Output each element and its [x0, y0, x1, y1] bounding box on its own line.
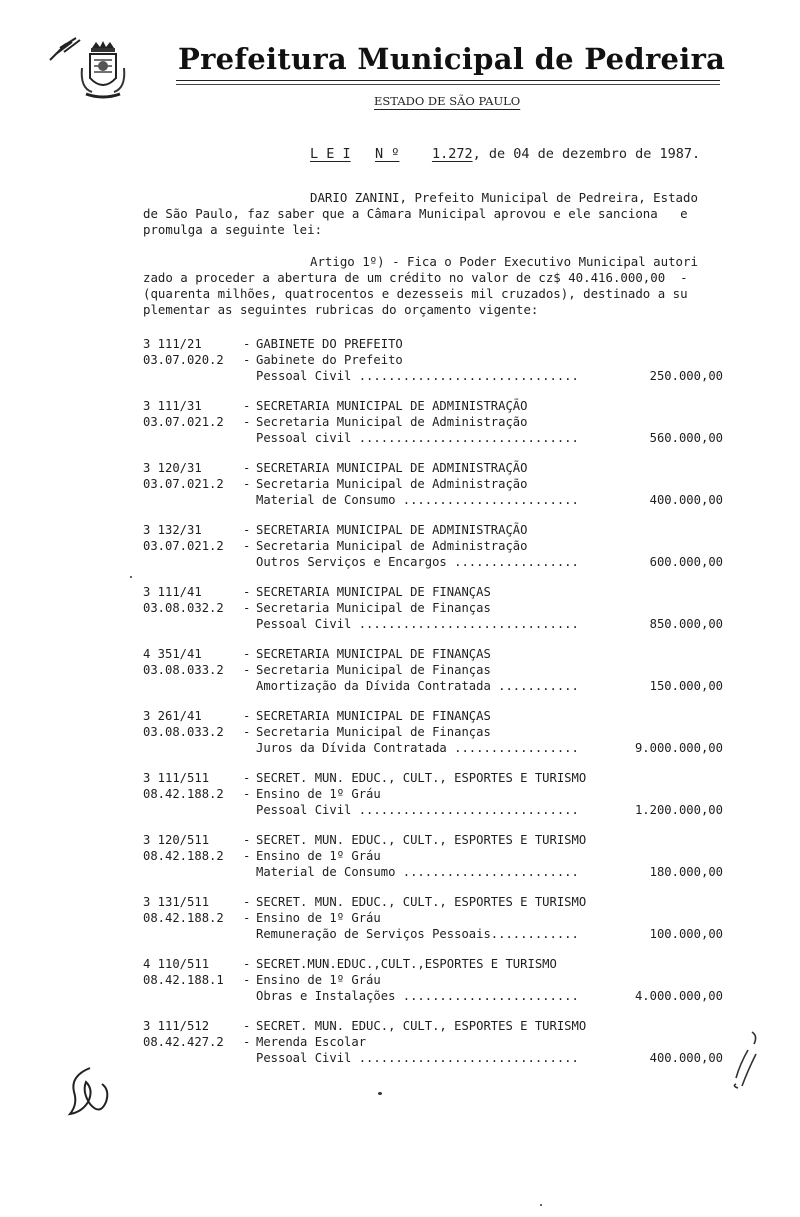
entry-code: 3 111/31: [143, 399, 202, 413]
entry-code: 4 110/511: [143, 957, 210, 971]
entry-code: 3 120/31: [143, 461, 202, 475]
mayor-name: DARIO ZANINI: [310, 190, 400, 205]
entry-unit: Secretaria Municipal de Finanças: [256, 663, 491, 677]
budget-entry: 3 111/512 - SECRET. MUN. EDUC., CULT., ESPORTES E TURISMO 08.42.427.2 - Merenda Escolar Pessoal Civil .............................. 400.000,00: [143, 1019, 723, 1065]
entry-code: 3 111/41: [143, 585, 202, 599]
law-number: 1.272: [431, 146, 473, 162]
entry-item: Material de Consumo ........................: [256, 493, 579, 507]
entry-department: SECRET. MUN. EDUC., CULT., ESPORTES E TURISMO: [256, 1019, 587, 1033]
entry-item: Outros Serviços e Encargos .................: [256, 555, 579, 569]
entry-item: Pessoal Civil ..............................: [256, 617, 579, 631]
entry-department: SECRET.MUN.EDUC.,CULT.,ESPORTES E TURISMO: [256, 957, 557, 971]
header-rule-thin: [176, 84, 720, 85]
entry-code: 4 351/41: [143, 647, 202, 661]
law-number-label: N º: [375, 146, 400, 162]
entry-program-code: 03.07.021.2: [143, 539, 224, 553]
entry-unit: Secretaria Municipal de Finanças: [256, 601, 491, 615]
entry-amount: 4.000.000,00: [634, 989, 723, 1003]
entry-department: SECRETARIA MUNICIPAL DE ADMINISTRAÇÃO: [256, 523, 528, 537]
budget-entry: 3 131/511 - SECRET. MUN. EDUC., CULT., ESPORTES E TURISMO 08.42.188.2 - Ensino de 1º Gráu Remuneração de Serviços Pessoais............ 100.000,00: [143, 895, 723, 941]
entry-unit: Secretaria Municipal de Administração: [256, 415, 528, 429]
header-rule: [176, 80, 720, 81]
entry-program-code: 08.42.427.2: [143, 1035, 224, 1049]
entry-amount: 150.000,00: [649, 679, 723, 693]
entry-program-code: 08.42.188.2: [143, 849, 224, 863]
entry-department: SECRETARIA MUNICIPAL DE ADMINISTRAÇÃO: [256, 399, 528, 413]
budget-entry: 3 120/511 - SECRET. MUN. EDUC., CULT., ESPORTES E TURISMO 08.42.188.2 - Ensino de 1º Gráu Material de Consumo ........................ 180.000,00: [143, 833, 723, 879]
budget-entry: 3 111/21 - GABINETE DO PREFEITO 03.07.020.2 - Gabinete do Prefeito Pessoal Civil .............................. 250.000,00: [143, 337, 723, 383]
handwritten-mark-icon: [46, 34, 86, 64]
budget-entry: 4 110/511 - SECRET.MUN.EDUC.,CULT.,ESPORTES E TURISMO 08.42.188.1 - Ensino de 1º Gráu Obras e Instalações ........................ 4.000.000,00: [143, 957, 723, 1003]
scan-speck: [130, 576, 132, 578]
entry-program-code: 08.42.188.2: [143, 911, 224, 925]
entry-amount: 1.200.000,00: [634, 803, 723, 817]
entry-amount: 400.000,00: [649, 1051, 723, 1065]
entry-department: SECRET. MUN. EDUC., CULT., ESPORTES E TURISMO: [256, 833, 587, 847]
entry-program-code: 03.08.032.2: [143, 601, 224, 615]
entry-unit: Gabinete do Prefeito: [256, 353, 403, 367]
entry-code: 3 111/21: [143, 337, 202, 351]
entry-unit: Secretaria Municipal de Finanças: [256, 725, 491, 739]
article-line: (quarenta milhões, quatrocentos e dezesseis mil cruzados), destinado a su: [143, 286, 688, 301]
law-date: , de 04 de dezembro de 1987.: [472, 146, 701, 162]
entry-code: 3 120/511: [143, 833, 210, 847]
handwritten-rubric-icon: [728, 1030, 768, 1092]
entry-unit: Merenda Escolar: [256, 1035, 367, 1049]
entry-code: 3 131/511: [143, 895, 210, 909]
entry-item: Pessoal Civil ..............................: [256, 1051, 579, 1065]
budget-entry: 3 261/41 - SECRETARIA MUNICIPAL DE FINANÇAS 03.08.033.2 - Secretaria Municipal de Finanças Juros da Dívida Contratada ................. 9.000.000,00: [143, 709, 723, 755]
entry-amount: 850.000,00: [649, 617, 723, 631]
state-subtitle: ESTADO DE SÃO PAULO: [374, 94, 521, 108]
entry-code: 3 261/41: [143, 709, 202, 723]
entry-item: Pessoal civil ..............................: [256, 431, 579, 445]
scan-speck: [378, 1092, 382, 1095]
article-line: - Fica o Poder Executivo Municipal autori: [384, 254, 698, 269]
entry-unit: Secretaria Municipal de Administração: [256, 539, 528, 553]
article-heading: Artigo 1º): [310, 254, 385, 269]
entry-item: Pessoal Civil ..............................: [256, 803, 579, 817]
entry-amount: 180.000,00: [649, 865, 723, 879]
entry-program-code: 03.07.020.2: [143, 353, 224, 367]
entry-program-code: 03.08.033.2: [143, 663, 224, 677]
page-title: Prefeitura Municipal de Pedreira: [178, 42, 726, 76]
handwritten-initial-icon: [60, 1062, 120, 1122]
entry-unit: Ensino de 1º Gráu: [256, 911, 381, 925]
entry-amount: 250.000,00: [649, 369, 723, 383]
entry-item: Juros da Dívida Contratada .................: [256, 741, 579, 755]
entry-code: 3 111/512: [143, 1019, 210, 1033]
preamble-line: promulga a seguinte lei:: [143, 222, 323, 237]
entry-code: 3 111/511: [143, 771, 210, 785]
scan-speck: [540, 1204, 542, 1206]
law-heading: [310, 146, 700, 162]
entry-department: SECRETARIA MUNICIPAL DE FINANÇAS: [256, 585, 491, 599]
preamble: [143, 190, 698, 238]
entry-unit: Secretaria Municipal de Administração: [256, 477, 528, 491]
preamble-line: de São Paulo, faz saber que a Câmara Municipal aprovou e ele sanciona e: [143, 206, 688, 221]
entry-unit: Ensino de 1º Gráu: [256, 787, 381, 801]
budget-entry: 3 111/31 - SECRETARIA MUNICIPAL DE ADMINISTRAÇÃO 03.07.021.2 - Secretaria Municipal de Administração Pessoal civil .............................. 560.000,00: [143, 399, 723, 445]
law-label: L E I: [310, 146, 351, 162]
budget-entry: 3 120/31 - SECRETARIA MUNICIPAL DE ADMINISTRAÇÃO 03.07.021.2 - Secretaria Municipal de Administração Material de Consumo ........................ 400.000,00: [143, 461, 723, 507]
entry-department: SECRET. MUN. EDUC., CULT., ESPORTES E TURISMO: [256, 895, 587, 909]
entry-code: 3 132/31: [143, 523, 202, 537]
entry-amount: 400.000,00: [649, 493, 723, 507]
entry-item: Obras e Instalações ........................: [256, 989, 579, 1003]
entry-program-code: 08.42.188.1: [143, 973, 224, 987]
budget-entry: 3 132/31 - SECRETARIA MUNICIPAL DE ADMINISTRAÇÃO 03.07.021.2 - Secretaria Municipal de Administração Outros Serviços e Encargos ................. 600.000,00: [143, 523, 723, 569]
preamble-line: , Prefeito Municipal de Pedreira, Estado: [399, 190, 698, 205]
entry-item: Amortização da Dívida Contratada ...........: [256, 679, 579, 693]
entry-department: SECRET. MUN. EDUC., CULT., ESPORTES E TURISMO: [256, 771, 587, 785]
entry-amount: 560.000,00: [649, 431, 723, 445]
article-line: zado a proceder a abertura de um crédito no valor de cz$ 40.416.000,00 -: [143, 270, 688, 285]
article-line: plementar as seguintes rubricas do orçamento vigente:: [143, 302, 539, 317]
article-1: [143, 254, 698, 318]
entry-department: GABINETE DO PREFEITO: [256, 337, 403, 351]
entry-item: Material de Consumo ........................: [256, 865, 579, 879]
budget-entry: 3 111/511 - SECRET. MUN. EDUC., CULT., ESPORTES E TURISMO 08.42.188.2 - Ensino de 1º Gráu Pessoal Civil .............................. 1.200.000,00: [143, 771, 723, 817]
entry-unit: Ensino de 1º Gráu: [256, 973, 381, 987]
entry-program-code: 08.42.188.2: [143, 787, 224, 801]
entry-amount: 9.000.000,00: [634, 741, 723, 755]
entry-item: Remuneração de Serviços Pessoais............: [256, 927, 579, 941]
entry-item: Pessoal Civil ..............................: [256, 369, 579, 383]
budget-entry: 4 351/41 - SECRETARIA MUNICIPAL DE FINANÇAS 03.08.033.2 - Secretaria Municipal de Finanças Amortização da Dívida Contratada ........... 150.000,00: [143, 647, 723, 693]
entry-amount: 600.000,00: [649, 555, 723, 569]
entry-department: SECRETARIA MUNICIPAL DE FINANÇAS: [256, 647, 491, 661]
entry-amount: 100.000,00: [649, 927, 723, 941]
entry-program-code: 03.07.021.2: [143, 415, 224, 429]
entry-program-code: 03.08.033.2: [143, 725, 224, 739]
entry-department: SECRETARIA MUNICIPAL DE ADMINISTRAÇÃO: [256, 461, 528, 475]
entry-unit: Ensino de 1º Gráu: [256, 849, 381, 863]
entry-department: SECRETARIA MUNICIPAL DE FINANÇAS: [256, 709, 491, 723]
entry-program-code: 03.07.021.2: [143, 477, 224, 491]
budget-entry: 3 111/41 - SECRETARIA MUNICIPAL DE FINANÇAS 03.08.032.2 - Secretaria Municipal de Finanças Pessoal Civil .............................. 850.000,00: [143, 585, 723, 631]
